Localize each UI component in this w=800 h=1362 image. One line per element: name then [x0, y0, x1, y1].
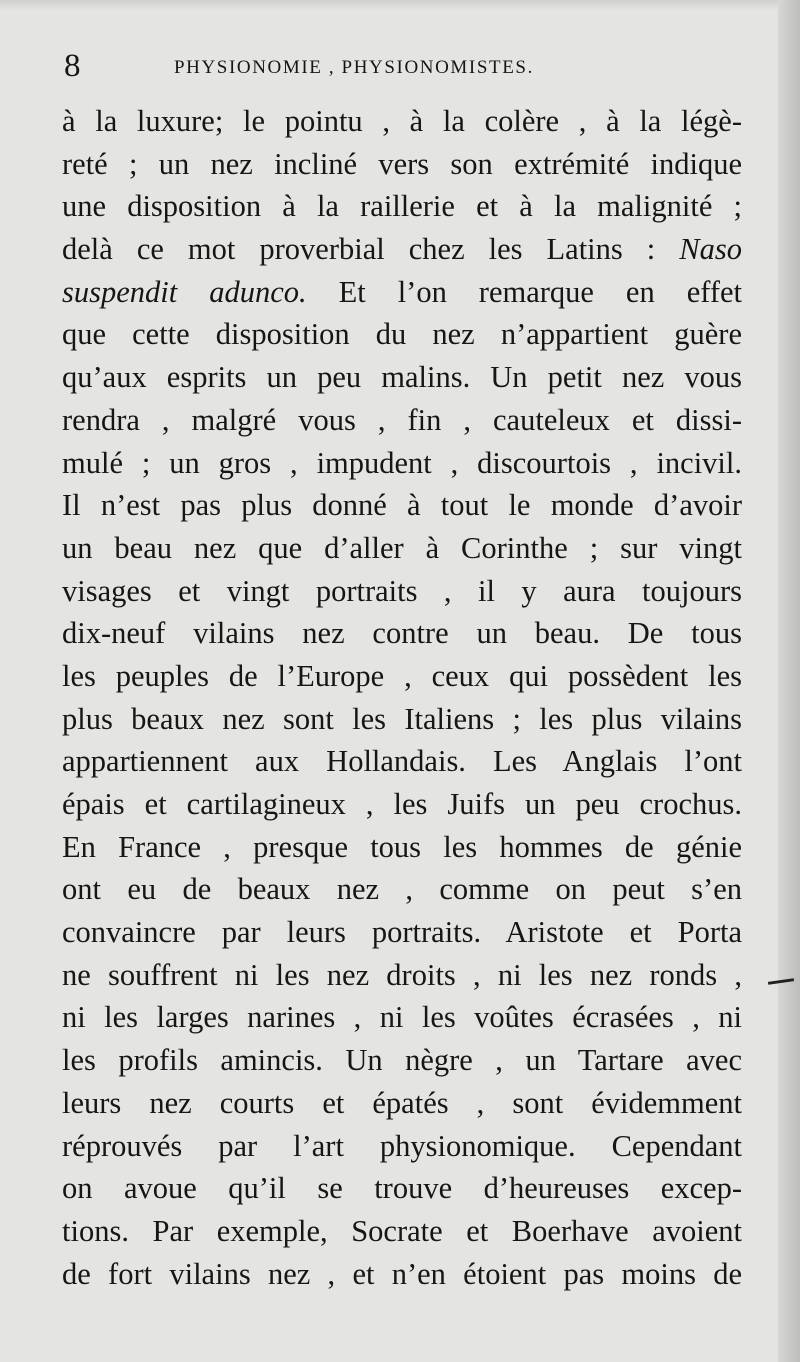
text-line: les peuples de l’Europe , ceux qui possèdent les: [62, 658, 742, 693]
text-line: reté ; un nez incliné vers son extrémité indique: [62, 146, 742, 181]
text-line: visages et vingt portraits , il y aura toujours: [62, 573, 742, 608]
text-line: de fort vilains nez , et n’en étoient pas moins de: [62, 1256, 742, 1291]
text-line: En France , presque tous les hommes de génie: [62, 829, 742, 864]
text-line: appartiennent aux Hollandais. Les Anglais l’ont: [62, 744, 742, 779]
text-line: les profils amincis. Un nègre , un Tartare avec: [62, 1043, 742, 1078]
text-line: mulé ; un gros , impudent , discourtois , incivil.: [62, 445, 742, 480]
text-line: leurs nez courts et épatés , sont évidemment: [62, 1085, 742, 1120]
text-line: réprouvés par l’art physionomique. Cependant: [62, 1128, 742, 1163]
text-line: que cette disposition du nez n’appartient guère: [62, 317, 742, 352]
text-line: plus beaux nez sont les Italiens ; les plus vilains: [62, 701, 742, 736]
text-line: épais et cartilagineux , les Juifs un peu crochus.: [62, 787, 742, 821]
text-line: une disposition à la raillerie et à la malignité ;: [62, 189, 742, 224]
text-line: convaincre par leurs portraits. Aristote et Porta: [62, 915, 742, 950]
body-text: [62, 100, 742, 1295]
latin-quote: suspendit adunco.: [62, 274, 307, 309]
text-line: tions. Par exemple, Socrate et Boerhave avoient: [62, 1213, 742, 1248]
text-line: rendra , malgré vous , fin , cauteleux et dissi-: [62, 402, 742, 437]
text-line: on avoue qu’il se trouve d’heureuses excep-: [62, 1171, 742, 1206]
text-line: ont eu de beaux nez , comme on peut s’en: [62, 872, 742, 907]
text-line: ni les larges narines , ni les voûtes écrasées , ni: [62, 1000, 742, 1035]
text-line: dix-neuf vilains nez contre un beau. De tous: [62, 616, 742, 651]
text-line: ne souffrent ni les nez droits , ni les nez ronds ,: [62, 957, 742, 992]
running-head: PHYSIONOMIE , PHYSIONOMISTES.: [174, 57, 534, 78]
page-top-edge: [0, 0, 800, 10]
page-header: [64, 46, 754, 86]
text-line: qu’aux esprits un peu malins. Un petit nez vous: [62, 360, 742, 395]
text-line: un beau nez que d’aller à Corinthe ; sur vingt: [62, 530, 742, 565]
text-line: delà ce mot proverbial chez les Latins : Naso: [62, 232, 742, 267]
text-line: Il n’est pas plus donné à tout le monde d’avoir: [62, 488, 742, 523]
latin-quote: Naso: [679, 232, 742, 267]
page-number: 8: [64, 48, 81, 84]
text-line: suspendit adunco. Et l’on remarque en effet: [62, 274, 743, 309]
page-right-edge: [778, 0, 800, 1362]
text-line: à la luxure; le pointu , à la colère , à la légè-: [62, 104, 742, 138]
